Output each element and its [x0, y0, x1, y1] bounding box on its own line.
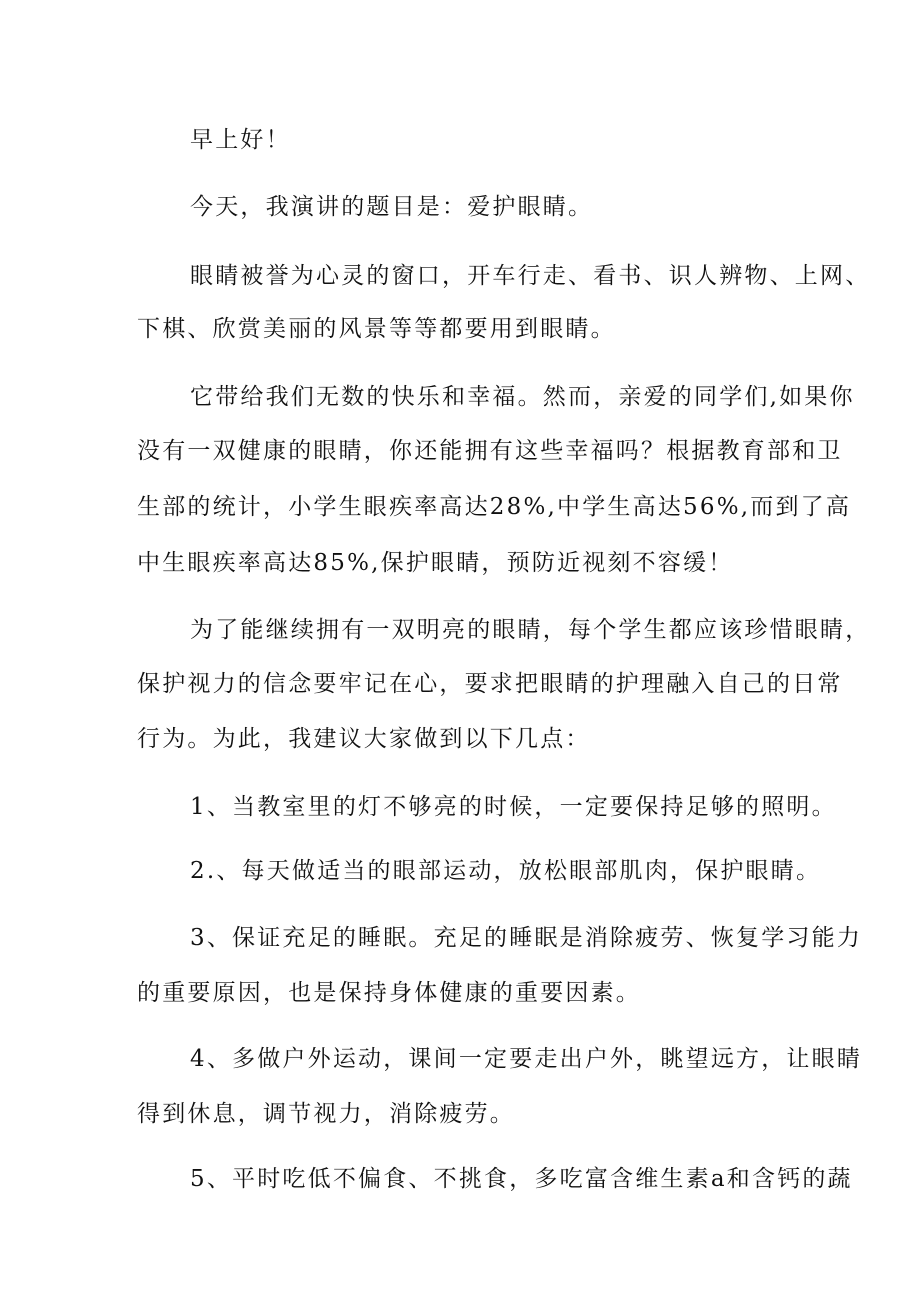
list-item: 5、平时吃低不偏食、不挑食，多吃富含维生素a和含钙的蔬: [190, 1166, 853, 1192]
paragraph-line: 它带给我们无数的快乐和幸福。然而，亲爱的同学们,如果你: [190, 384, 855, 410]
paragraph-line: 眼睛被誉为心灵的窗口，开车行走、看书、识人辨物、上网、: [190, 263, 871, 289]
paragraph-line: 中生眼疾率高达85%,保护眼睛，预防近视刻不容缓！: [137, 550, 734, 576]
paragraph-line: 保护视力的信念要牢记在心，要求把眼睛的护理融入自己的日常: [137, 671, 843, 697]
paragraph-line: 今天，我演讲的题目是：爱护眼睛。: [190, 194, 594, 220]
paragraph-line: 的重要原因，也是保持身体健康的重要因素。: [137, 980, 641, 1006]
greeting: 早上好！: [190, 127, 291, 153]
list-item: 3、保证充足的睡眠。充足的睡眠是消除疲劳、恢复学习能力: [190, 925, 863, 951]
list-item: 2.、每天做适当的眼部运动，放松眼部肌肉，保护眼睛。: [190, 858, 822, 884]
paragraph-line: 行为。为此，我建议大家做到以下几点：: [137, 726, 591, 752]
paragraph-line: 下棋、欣赏美丽的风景等等都要用到眼睛。: [137, 316, 616, 342]
list-item: 4、多做户外运动，课间一定要走出户外，眺望远方，让眼睛: [190, 1046, 863, 1072]
paragraph-line: 为了能继续拥有一双明亮的眼睛，每个学生都应该珍惜眼睛，: [190, 617, 871, 643]
paragraph-line: 得到休息，调节视力，消除疲劳。: [137, 1101, 515, 1127]
list-item: 1、当教室里的灯不够亮的时候，一定要保持足够的照明。: [190, 794, 837, 820]
paragraph-line: 没有一双健康的眼睛，你还能拥有这些幸福吗？根据教育部和卫: [137, 438, 843, 464]
paragraph-line: 生部的统计，小学生眼疾率高达28%,中学生高达56%,而到了高: [137, 494, 852, 520]
